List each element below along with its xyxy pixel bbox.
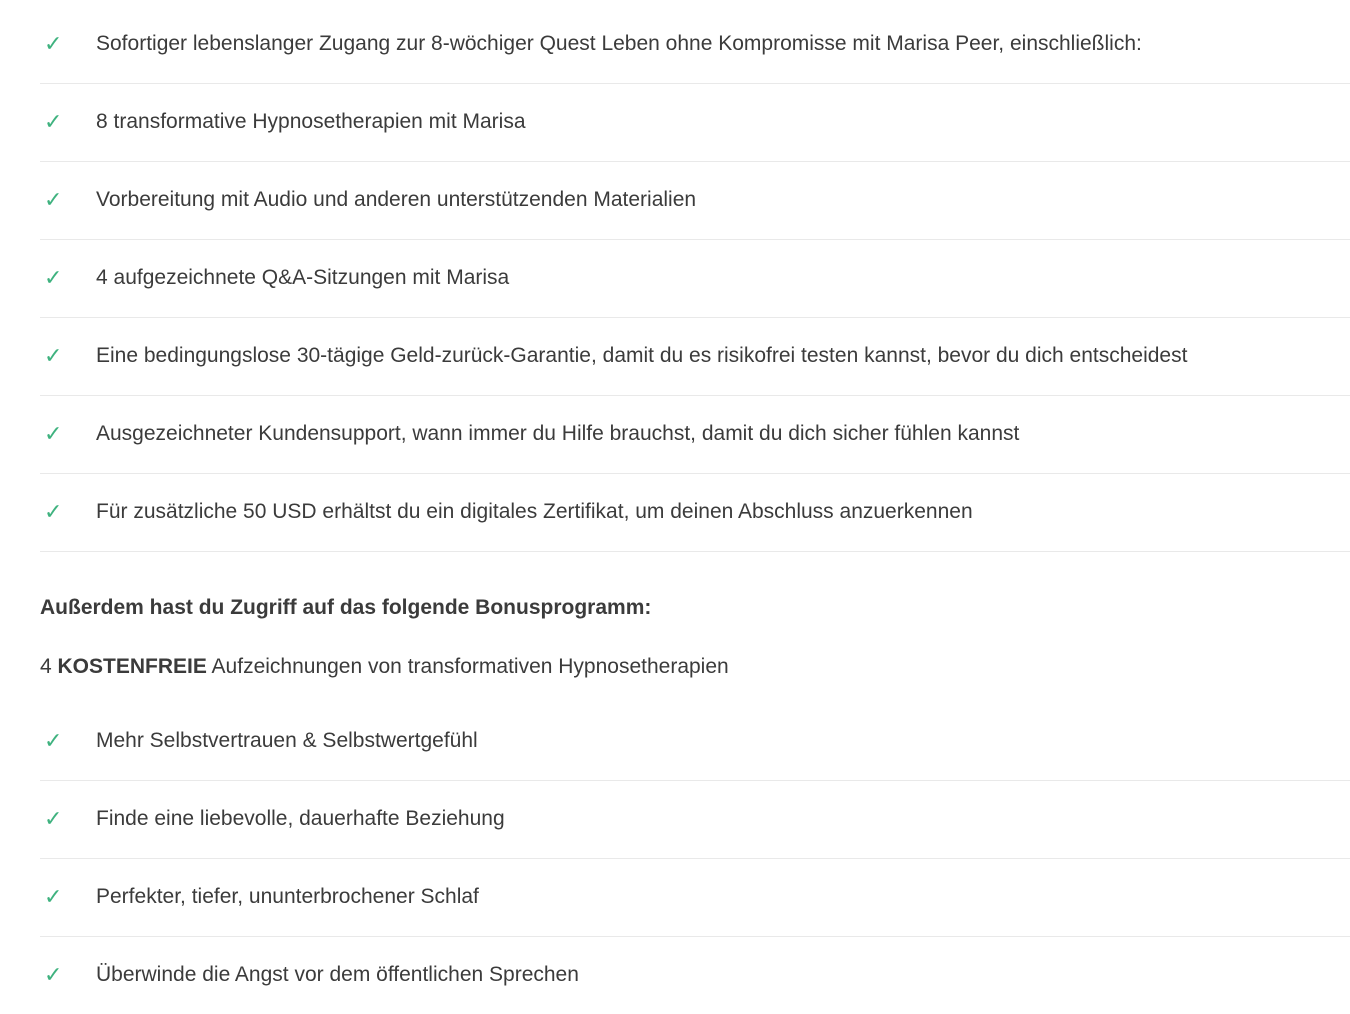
list-item [40, 6, 1350, 84]
bonus-intro-suffix: Aufzeichnungen von transformativen Hypnosetherapien [206, 655, 729, 678]
check-icon: ✓ [44, 343, 63, 368]
check-icon: ✓ [44, 109, 63, 134]
list-item [40, 318, 1350, 396]
check-icon: ✓ [44, 728, 63, 753]
list-item-text: Ausgezeichneter Kundensupport, wann immer du Hilfe brauchst, damit du dich sicher fühlen kannst [96, 422, 1020, 445]
list-item-text: Perfekter, tiefer, ununterbrochener Schlaf [96, 885, 479, 908]
list-item-text: 4 aufgezeichnete Q&A-Sitzungen mit Marisa [96, 266, 510, 289]
check-icon: ✓ [44, 265, 63, 290]
check-icon: ✓ [44, 187, 63, 212]
list-item-text: Mehr Selbstvertrauen & Selbstwertgefühl [96, 729, 478, 752]
list-item [40, 859, 1350, 937]
bonus-checklist [40, 703, 1350, 1014]
check-icon: ✓ [44, 499, 63, 524]
feature-checklist [40, 6, 1350, 552]
list-item-text: 8 transformative Hypnosetherapien mit Marisa [96, 110, 526, 133]
list-item [40, 84, 1350, 162]
list-item [40, 162, 1350, 240]
list-item [40, 474, 1350, 552]
list-item [40, 781, 1350, 859]
list-item-text: Für zusätzliche 50 USD erhältst du ein digitales Zertifikat, um deinen Abschluss anzuerkennen [96, 500, 973, 523]
check-icon: ✓ [44, 421, 63, 446]
check-icon: ✓ [44, 884, 63, 909]
bonus-section-heading: Außerdem hast du Zugriff auf das folgende Bonusprogramm: [40, 596, 652, 619]
check-icon: ✓ [44, 31, 63, 56]
bonus-intro-bold: KOSTENFREIE [57, 655, 207, 678]
program-benefits-section [40, 0, 1350, 1014]
bonus-intro-text [40, 653, 1350, 681]
list-item [40, 240, 1350, 318]
list-item-text: Überwinde die Angst vor dem öffentlichen Sprechen [96, 963, 579, 986]
bonus-intro-prefix: 4 [40, 655, 58, 678]
list-item-text: Finde eine liebevolle, dauerhafte Beziehung [96, 807, 505, 830]
check-icon: ✓ [44, 806, 63, 831]
list-item-text: Sofortiger lebenslanger Zugang zur 8-wöchiger Quest Leben ohne Kompromisse mit Marisa Peer, einschließlich: [96, 32, 1142, 55]
list-item-text: Eine bedingungslose 30-tägige Geld-zurück-Garantie, damit du es risikofrei testen kannst, bevor du dich entscheidest [96, 344, 1188, 367]
list-item-text: Vorbereitung mit Audio und anderen unterstützenden Materialien [96, 188, 697, 211]
list-item [40, 703, 1350, 781]
list-item [40, 937, 1350, 1014]
list-item [40, 396, 1350, 474]
check-icon: ✓ [44, 962, 63, 987]
